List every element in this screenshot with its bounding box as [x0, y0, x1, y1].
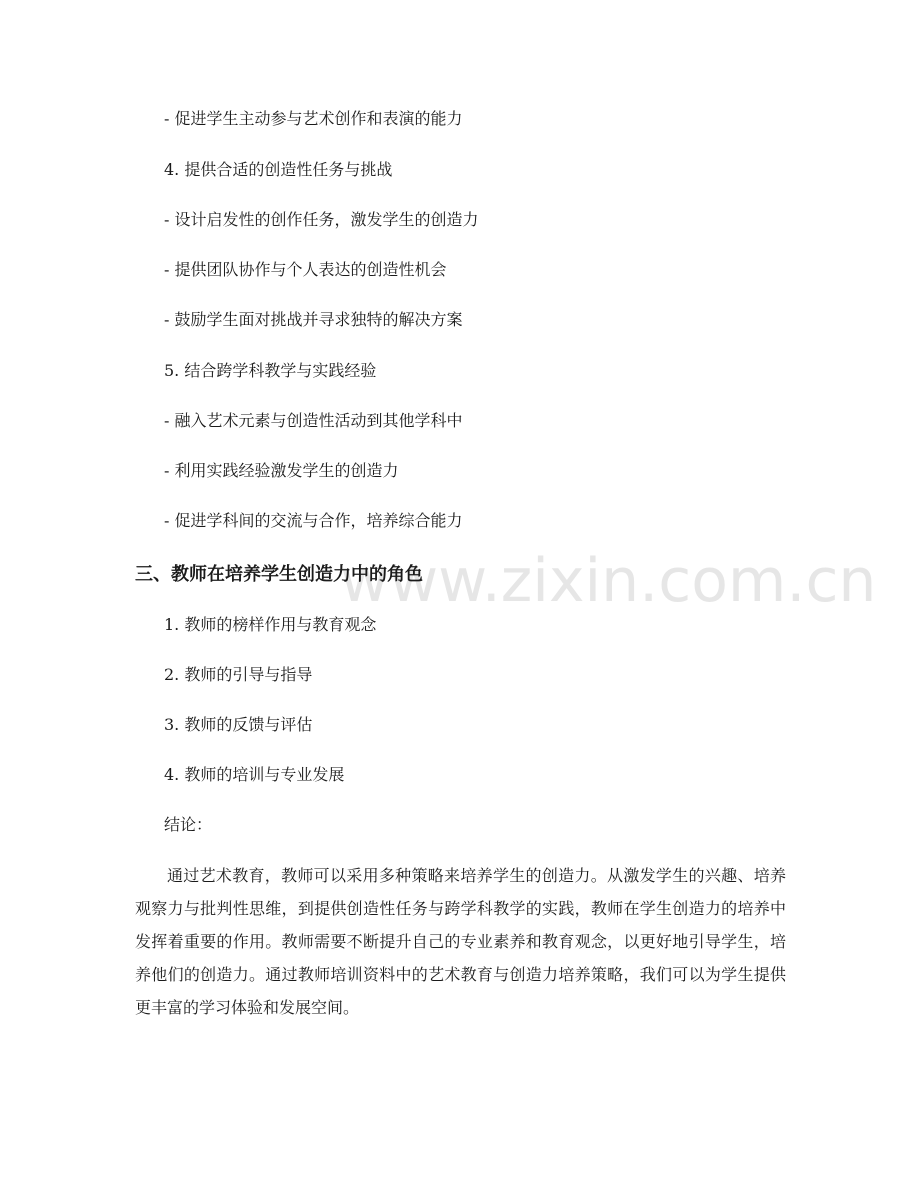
list-item: - 设计启发性的创作任务，激发学生的创造力 [164, 210, 479, 229]
conclusion-label: 结论： [164, 815, 213, 834]
list-item: - 鼓励学生面对挑战并寻求独特的解决方案 [164, 310, 463, 329]
watermark: www.zixin.com.cn [340, 546, 877, 616]
list-item: - 促进学科间的交流与合作，培养综合能力 [164, 511, 463, 530]
list-item: 5. 结合跨学科教学与实践经验 [164, 361, 377, 380]
list-item: 1. 教师的榜样作用与教育观念 [164, 615, 377, 634]
list-item: - 利用实践经验激发学生的创造力 [164, 461, 399, 480]
list-item: 3. 教师的反馈与评估 [164, 715, 313, 734]
conclusion-paragraph: 通过艺术教育，教师可以采用多种策略来培养学生的创造力。从激发学生的兴趣、培养观察力与批判性思维，到提供创造性任务与跨学科教学的实践，教师在学生创造力的培养中发挥着重要的作用。教师需要不断提升自己的专业素养和教育观念，以更好地引导学生，培养他们的创造力。通过教师培训资料中的艺术教育与创造力培养策略，我们可以为学生提供更丰富的学习体验和发展空间。 [135, 866, 786, 1017]
list-item: - 融入艺术元素与创造性活动到其他学科中 [164, 411, 463, 430]
list-item: - 促进学生主动参与艺术创作和表演的能力 [164, 109, 463, 128]
list-item: 4. 教师的培训与专业发展 [164, 765, 345, 784]
list-item: 2. 教师的引导与指导 [164, 665, 313, 684]
list-item: - 提供团队协作与个人表达的创造性机会 [164, 260, 447, 279]
section-heading: 三、教师在培养学生创造力中的角色 [135, 564, 423, 585]
list-item: 4. 提供合适的创造性任务与挑战 [164, 160, 393, 179]
